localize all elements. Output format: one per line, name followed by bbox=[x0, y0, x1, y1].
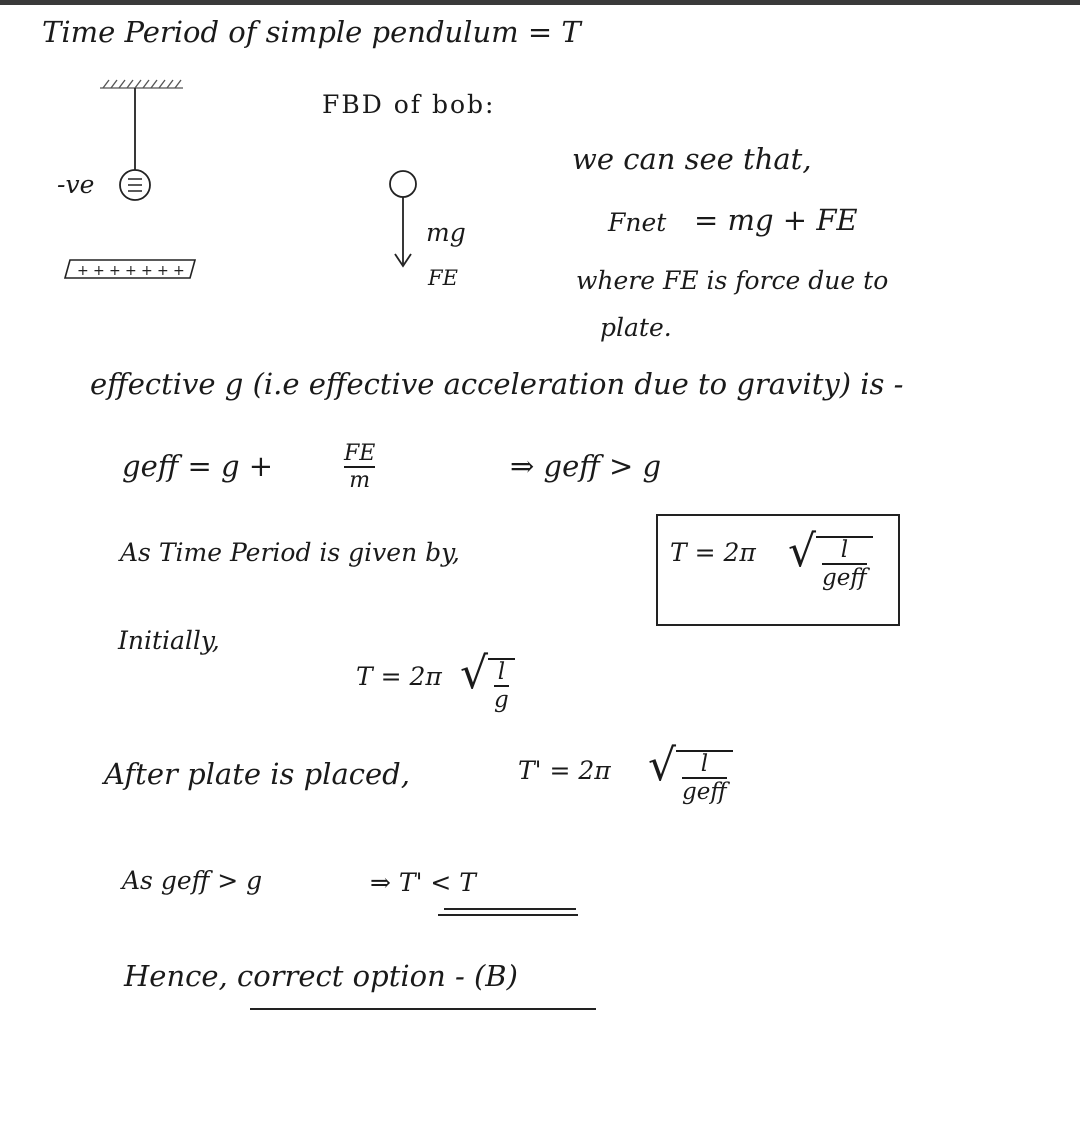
svg-text:+: + bbox=[141, 263, 153, 279]
period-intro: As Time Period is given by, bbox=[120, 538, 460, 567]
initially-den: g bbox=[494, 687, 509, 714]
formula-lhs: T = 2π bbox=[670, 538, 756, 567]
after-plate-lhs: T' = 2π bbox=[518, 756, 611, 785]
fnet-rhs: = mg + FE bbox=[694, 203, 858, 237]
fbd-label: FBD of bob: bbox=[322, 90, 496, 119]
plate-text: plate. bbox=[600, 313, 672, 342]
effective-g-text: effective g (i.e effective acceleration due to gravity) is - bbox=[90, 367, 904, 401]
result-underline bbox=[444, 908, 576, 910]
initially-label: Initially, bbox=[118, 626, 220, 655]
conclusion-text: Hence, correct option - (B) bbox=[124, 959, 518, 993]
after-plate-den: geff bbox=[682, 779, 727, 806]
svg-text:+: + bbox=[77, 263, 89, 279]
svg-text:+: + bbox=[157, 263, 169, 279]
geff-num: FE bbox=[344, 441, 376, 466]
top-bar bbox=[0, 0, 1080, 5]
after-plate-radical bbox=[648, 740, 733, 806]
initially-radical bbox=[460, 648, 515, 714]
sqrt-icon: √ bbox=[648, 740, 677, 791]
after-plate-num: l bbox=[700, 751, 709, 777]
initially-fraction bbox=[494, 660, 509, 712]
formula-den: geff bbox=[822, 565, 867, 592]
svg-text:+: + bbox=[93, 263, 105, 279]
svg-text:+: + bbox=[173, 263, 185, 279]
svg-text:+: + bbox=[109, 263, 121, 279]
after-plate-radicand bbox=[676, 750, 733, 804]
observation-intro: we can see that, bbox=[572, 142, 812, 176]
geff-lhs: geff = g + bbox=[122, 449, 274, 483]
sqrt-icon: √ bbox=[788, 526, 817, 577]
geff-den: m bbox=[349, 468, 371, 494]
initially-radicand bbox=[488, 658, 515, 712]
sqrt-icon: √ bbox=[460, 648, 489, 699]
geff-implies: ⇒ geff > g bbox=[510, 449, 662, 483]
fbd-fe: FE bbox=[428, 266, 458, 290]
initially-lhs: T = 2π bbox=[356, 662, 442, 691]
title: Time Period of simple pendulum = T bbox=[42, 15, 581, 49]
conclusion-underline bbox=[250, 1008, 596, 1010]
formula-radical bbox=[788, 526, 873, 592]
formula-fraction bbox=[822, 538, 867, 590]
where-text: where FE is force due to bbox=[576, 266, 889, 295]
after-plate-label: After plate is placed, bbox=[104, 757, 410, 791]
result-underline-2 bbox=[438, 914, 578, 916]
fbd-diagram bbox=[384, 168, 424, 278]
fbd-mg: mg bbox=[426, 218, 466, 247]
charge-label: -ve bbox=[57, 170, 95, 199]
after-plate-fraction bbox=[682, 752, 727, 804]
comparison-result: ⇒ T' < T bbox=[370, 868, 476, 897]
svg-text:+: + bbox=[125, 263, 137, 279]
initially-num: l bbox=[497, 659, 506, 685]
formula-radicand bbox=[816, 536, 873, 590]
comparison-cond: As geff > g bbox=[122, 866, 263, 895]
fnet-lhs: Fnet bbox=[608, 208, 667, 237]
formula-num: l bbox=[840, 537, 849, 563]
geff-fraction bbox=[344, 442, 375, 492]
